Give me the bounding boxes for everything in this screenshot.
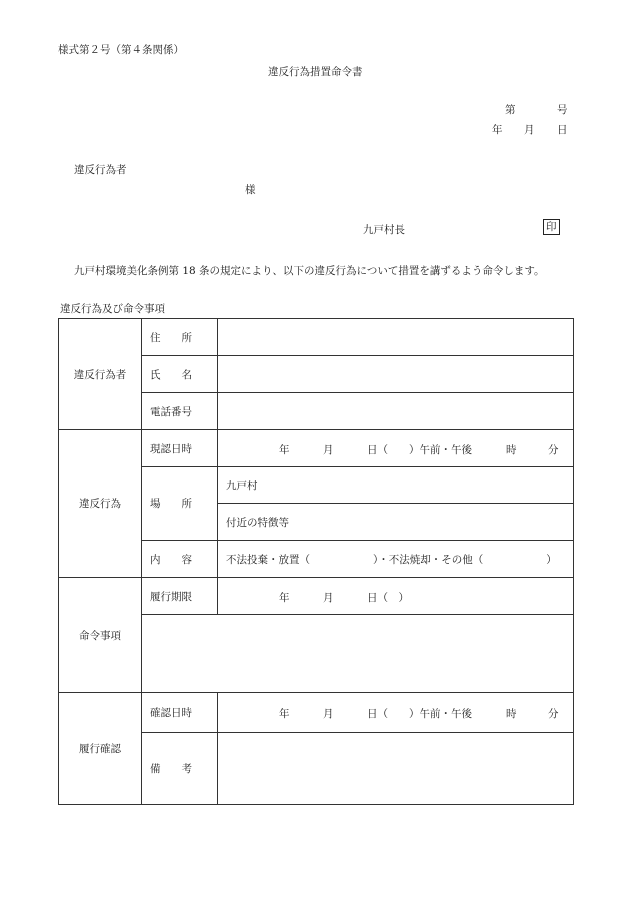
table-row [59, 430, 574, 467]
fulfillment-group-label: 履行確認 [59, 693, 142, 805]
fulfillment-confirmed-label: 確認日時 [142, 693, 218, 733]
table-row [59, 319, 574, 356]
seal-mark: 印 [543, 219, 560, 235]
od-year: 年 [279, 592, 290, 604]
issuer-name: 九戸村長 [363, 224, 405, 236]
order-group-label: 命令事項 [59, 578, 142, 693]
date-day: 日 [557, 124, 568, 136]
vc-day-ampm: 日（ ）午前・午後 [367, 444, 472, 456]
violation-order-table [58, 318, 574, 805]
offender-address-label: 住 所 [142, 319, 218, 356]
number-go: 号 [557, 104, 568, 116]
order-deadline-label: 履行期限 [142, 578, 218, 615]
vc-month: 月 [323, 444, 334, 456]
od-month: 月 [323, 592, 334, 604]
vc-year: 年 [279, 444, 290, 456]
date-year: 年 [492, 124, 503, 136]
offender-name-field[interactable] [218, 356, 574, 393]
violation-place-landmark-field[interactable]: 付近の特徴等 [218, 504, 574, 541]
fulfillment-remarks-label: 備 考 [142, 733, 218, 805]
number-dai: 第 [505, 104, 516, 116]
form-number-label: 様式第２号（第４条関係） [58, 44, 184, 56]
offender-phone-field[interactable] [218, 393, 574, 430]
offender-address-field[interactable] [218, 319, 574, 356]
section-caption: 違反行為及び命令事項 [60, 303, 165, 315]
table-row [59, 693, 574, 733]
fc-hour: 時 [506, 708, 517, 720]
offender-name-label: 氏 名 [142, 356, 218, 393]
fc-minute: 分 [548, 708, 559, 720]
order-body-text: 九戸村環境美化条例第 18 条の規定により、以下の違反行為について措置を講ずるよう命令します。 [74, 265, 545, 277]
fc-day-ampm: 日（ ）午前・午後 [367, 708, 472, 720]
violation-confirmed-field[interactable] [218, 430, 574, 467]
offender-phone-label: 電話番号 [142, 393, 218, 430]
violation-place-label: 場 所 [142, 467, 218, 541]
violation-content-label: 内 容 [142, 541, 218, 578]
violation-content-field[interactable]: 不法投棄・放置（ ）・不法焼却・その他（ ） [218, 541, 574, 578]
order-content-field[interactable] [142, 615, 574, 693]
offender-group-label: 違反行為者 [59, 319, 142, 430]
fulfillment-confirmed-field[interactable] [218, 693, 574, 733]
addressee-label: 違反行為者 [74, 164, 127, 176]
addressee-sama: 様 [245, 184, 256, 196]
violation-place-village-field[interactable]: 九戸村 [218, 467, 574, 504]
table-row [59, 578, 574, 615]
vc-minute: 分 [548, 444, 559, 456]
od-day: 日（ ） [367, 592, 409, 604]
order-deadline-field[interactable] [218, 578, 574, 615]
fulfillment-remarks-field[interactable] [218, 733, 574, 805]
fc-year: 年 [279, 708, 290, 720]
date-month: 月 [524, 124, 535, 136]
vc-hour: 時 [506, 444, 517, 456]
violation-confirmed-label: 現認日時 [142, 430, 218, 467]
violation-group-label: 違反行為 [59, 430, 142, 578]
fc-month: 月 [323, 708, 334, 720]
document-title: 違反行為措置命令書 [268, 66, 363, 78]
